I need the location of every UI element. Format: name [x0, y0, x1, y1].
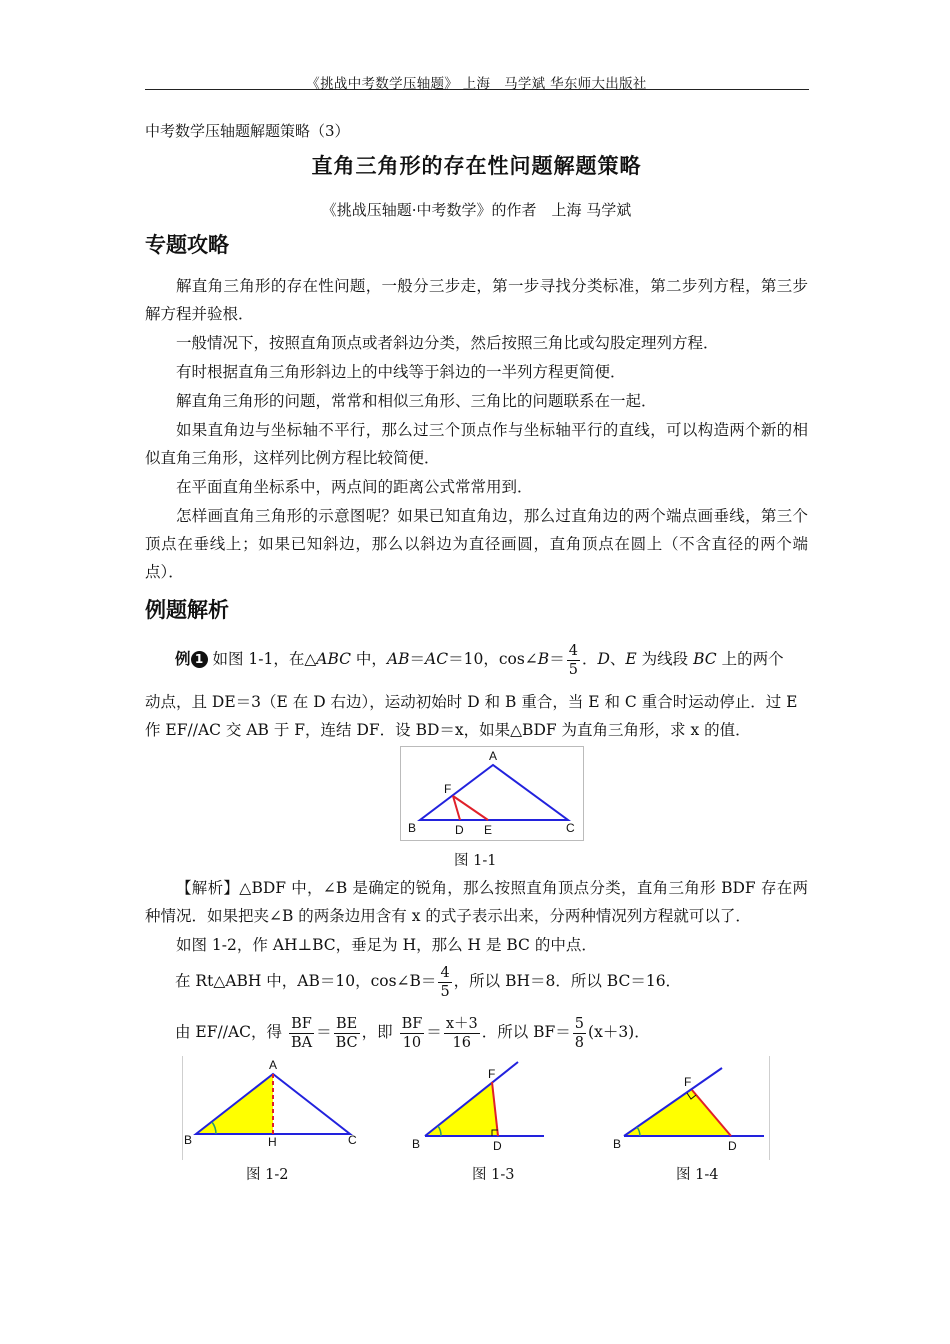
label-a: A [269, 1058, 278, 1072]
analysis-text: 在 Rt△ABH 中，AB＝10，cos∠B＝ [175, 972, 437, 990]
fraction-numerator: BE [334, 1015, 360, 1034]
label-d: D [493, 1139, 502, 1153]
label-f: F [444, 782, 452, 796]
fraction-denominator: 16 [452, 1034, 471, 1051]
label-e: E [484, 823, 493, 837]
example-text: D [597, 650, 610, 668]
analysis-text: ，即 [361, 1023, 393, 1041]
strategy-paragraph: 解直角三角形的存在性问题，一般分三步走，第一步寻找分类标准，第二步列方程，第三步解方程并验根． [145, 277, 808, 323]
label-c: C [566, 821, 575, 835]
analysis-lead: 【解析】 [176, 879, 240, 897]
byline: 《挑战压轴题·中考数学》的作者 上海 马学斌 [321, 201, 632, 219]
example-text: 、 [609, 650, 626, 668]
figure-1-3 [412, 1062, 544, 1153]
fraction-5-8 [573, 1015, 586, 1052]
strategy-paragraph: 如果直角边与坐标轴不平行，那么过三个顶点作与坐标轴平行的直线，可以构造两个新的相似直角三角形，这样列比例方程比较简便． [145, 421, 808, 467]
triangle-bdf-fill [624, 1090, 731, 1136]
figure-1-1-caption: 图 1-1 [454, 853, 497, 869]
example-text: AC [425, 650, 449, 668]
label-h: H [268, 1135, 277, 1149]
figure-1-3-caption: 图 1-3 [472, 1167, 515, 1183]
figure-1-2-caption: 图 1-2 [246, 1167, 289, 1183]
header-rule [145, 89, 809, 90]
example-text: ＝ [549, 650, 565, 668]
fraction-x3-16 [444, 1015, 480, 1052]
strategy-paragraph: 有时根据直角三角形斜边上的中线等于斜边的一半列方程更简便． [176, 363, 626, 381]
fraction-numerator: BF [401, 1015, 423, 1032]
running-header: 《挑战中考数学压轴题》 上海 马学斌 华东师大出版社 [306, 76, 647, 92]
analysis-text: ．所以 BF＝ [481, 1023, 571, 1041]
example-label: 例 [175, 649, 191, 668]
fraction-denominator: BA [290, 1034, 313, 1051]
section-heading-examples: 例题解析 [145, 598, 229, 622]
example-1-line-2: 动点，且 DE＝3（E 在 D 右边），运动初始时 D 和 B 重合，当 E 和 C 重合时运动停止．过 E [145, 693, 798, 711]
figure-1-2 [184, 1058, 357, 1149]
fraction-denominator: 10 [402, 1034, 422, 1051]
example-1-line-3: 作 EF//AC 交 AB 于 F，连结 DF．设 BD＝x，如果△BDF 为直角三角形，求 x 的值． [145, 721, 751, 739]
analysis-text: (x＋3)． [588, 1023, 650, 1041]
analysis-text: ，所以 BH＝8．所以 BC＝16． [453, 972, 682, 990]
label-b: B [613, 1137, 622, 1151]
strategy-paragraph: 在平面直角坐标系中，两点间的距离公式常常用到． [176, 478, 533, 496]
fraction-numerator: x＋3 [445, 1015, 478, 1032]
example-text: BC [693, 650, 717, 668]
example-text: ABC [316, 650, 351, 668]
fraction-cos-b [567, 642, 580, 679]
example-text: ． [581, 650, 598, 668]
analysis-paragraph-1 [145, 874, 808, 930]
label-f: F [488, 1067, 496, 1081]
analysis-paragraph-3 [175, 960, 808, 1002]
fraction-be-bc [334, 1015, 360, 1052]
equals-sign: ＝ [426, 1023, 442, 1041]
figure-1-1 [400, 746, 584, 841]
example-text: E [625, 650, 637, 668]
fraction-bf-ba [289, 1015, 314, 1052]
example-text: ＝10，cos∠ [448, 650, 538, 668]
label-c: C [348, 1133, 357, 1147]
label-d: D [728, 1139, 737, 1153]
label-a: A [489, 749, 498, 763]
example-number-badge: 1 [191, 651, 208, 668]
analysis-text: 由 EF//AC，得 [175, 1023, 282, 1041]
fraction-numerator: 4 [440, 964, 450, 981]
section-heading-strategy: 专题攻略 [145, 233, 229, 257]
series-label: 中考数学压轴题解题策略（3） [145, 122, 350, 140]
figures-1-2-to-1-4 [182, 1056, 770, 1160]
strategy-paragraph: 解直角三角形的问题，常常和相似三角形、三角比的问题联系在一起． [176, 392, 657, 410]
example-text: ＝ [409, 650, 426, 668]
example-text: 为线段 [636, 650, 694, 668]
label-d: D [455, 823, 464, 837]
analysis-text: △BDF 中，∠B 是确定的锐角，那么按照直角顶点分类，直角三角形 BDF 存在两种情况．如果把夹∠B 的两条边用含有 x 的式子表示出来，分两种情况列方程就可以了． [145, 879, 808, 925]
analysis-paragraph-2: 如图 1-2，作 AH⊥BC，垂足为 H，那么 H 是 BC 的中点． [176, 936, 597, 954]
figure-1-4 [613, 1068, 764, 1153]
fraction-numerator: 5 [574, 1015, 585, 1032]
example-text: 中， [351, 650, 387, 668]
fraction-bf-10 [400, 1015, 425, 1052]
fraction-denominator: BC [335, 1034, 358, 1051]
analysis-paragraph-4 [175, 1011, 808, 1053]
fraction-denominator: 5 [440, 983, 450, 1000]
fraction-numerator: BF [289, 1015, 314, 1034]
fraction-denominator: 5 [568, 661, 578, 678]
fraction-cos-b [438, 964, 451, 1001]
example-text: 上的两个 [716, 650, 784, 668]
example-1-line-1 [175, 641, 808, 679]
example-text: 如图 1-1，在△ [212, 650, 317, 668]
label-f: F [684, 1075, 692, 1089]
label-b: B [412, 1137, 421, 1151]
fraction-denominator: 8 [574, 1034, 585, 1051]
strategy-paragraph: 怎样画直角三角形的示意图呢？如果已知直角边，那么过直角边的两个端点画垂线，第三个顶点在垂线上；如果已知斜边，那么以斜边为直径画圆，直角顶点在圆上（不含直径的两个端点）． [145, 507, 808, 581]
strategy-paragraph: 一般情况下，按照直角顶点或者斜边分类，然后按照三角比或勾股定理列方程． [176, 334, 719, 352]
page-title: 直角三角形的存在性问题解题策略 [311, 154, 642, 178]
example-text: B [537, 650, 550, 668]
label-b: B [184, 1133, 193, 1147]
label-b: B [408, 821, 417, 835]
fraction-numerator: 4 [568, 642, 578, 659]
example-text: AB [386, 650, 410, 668]
equals-sign: ＝ [316, 1023, 332, 1041]
figure-1-4-caption: 图 1-4 [676, 1167, 719, 1183]
